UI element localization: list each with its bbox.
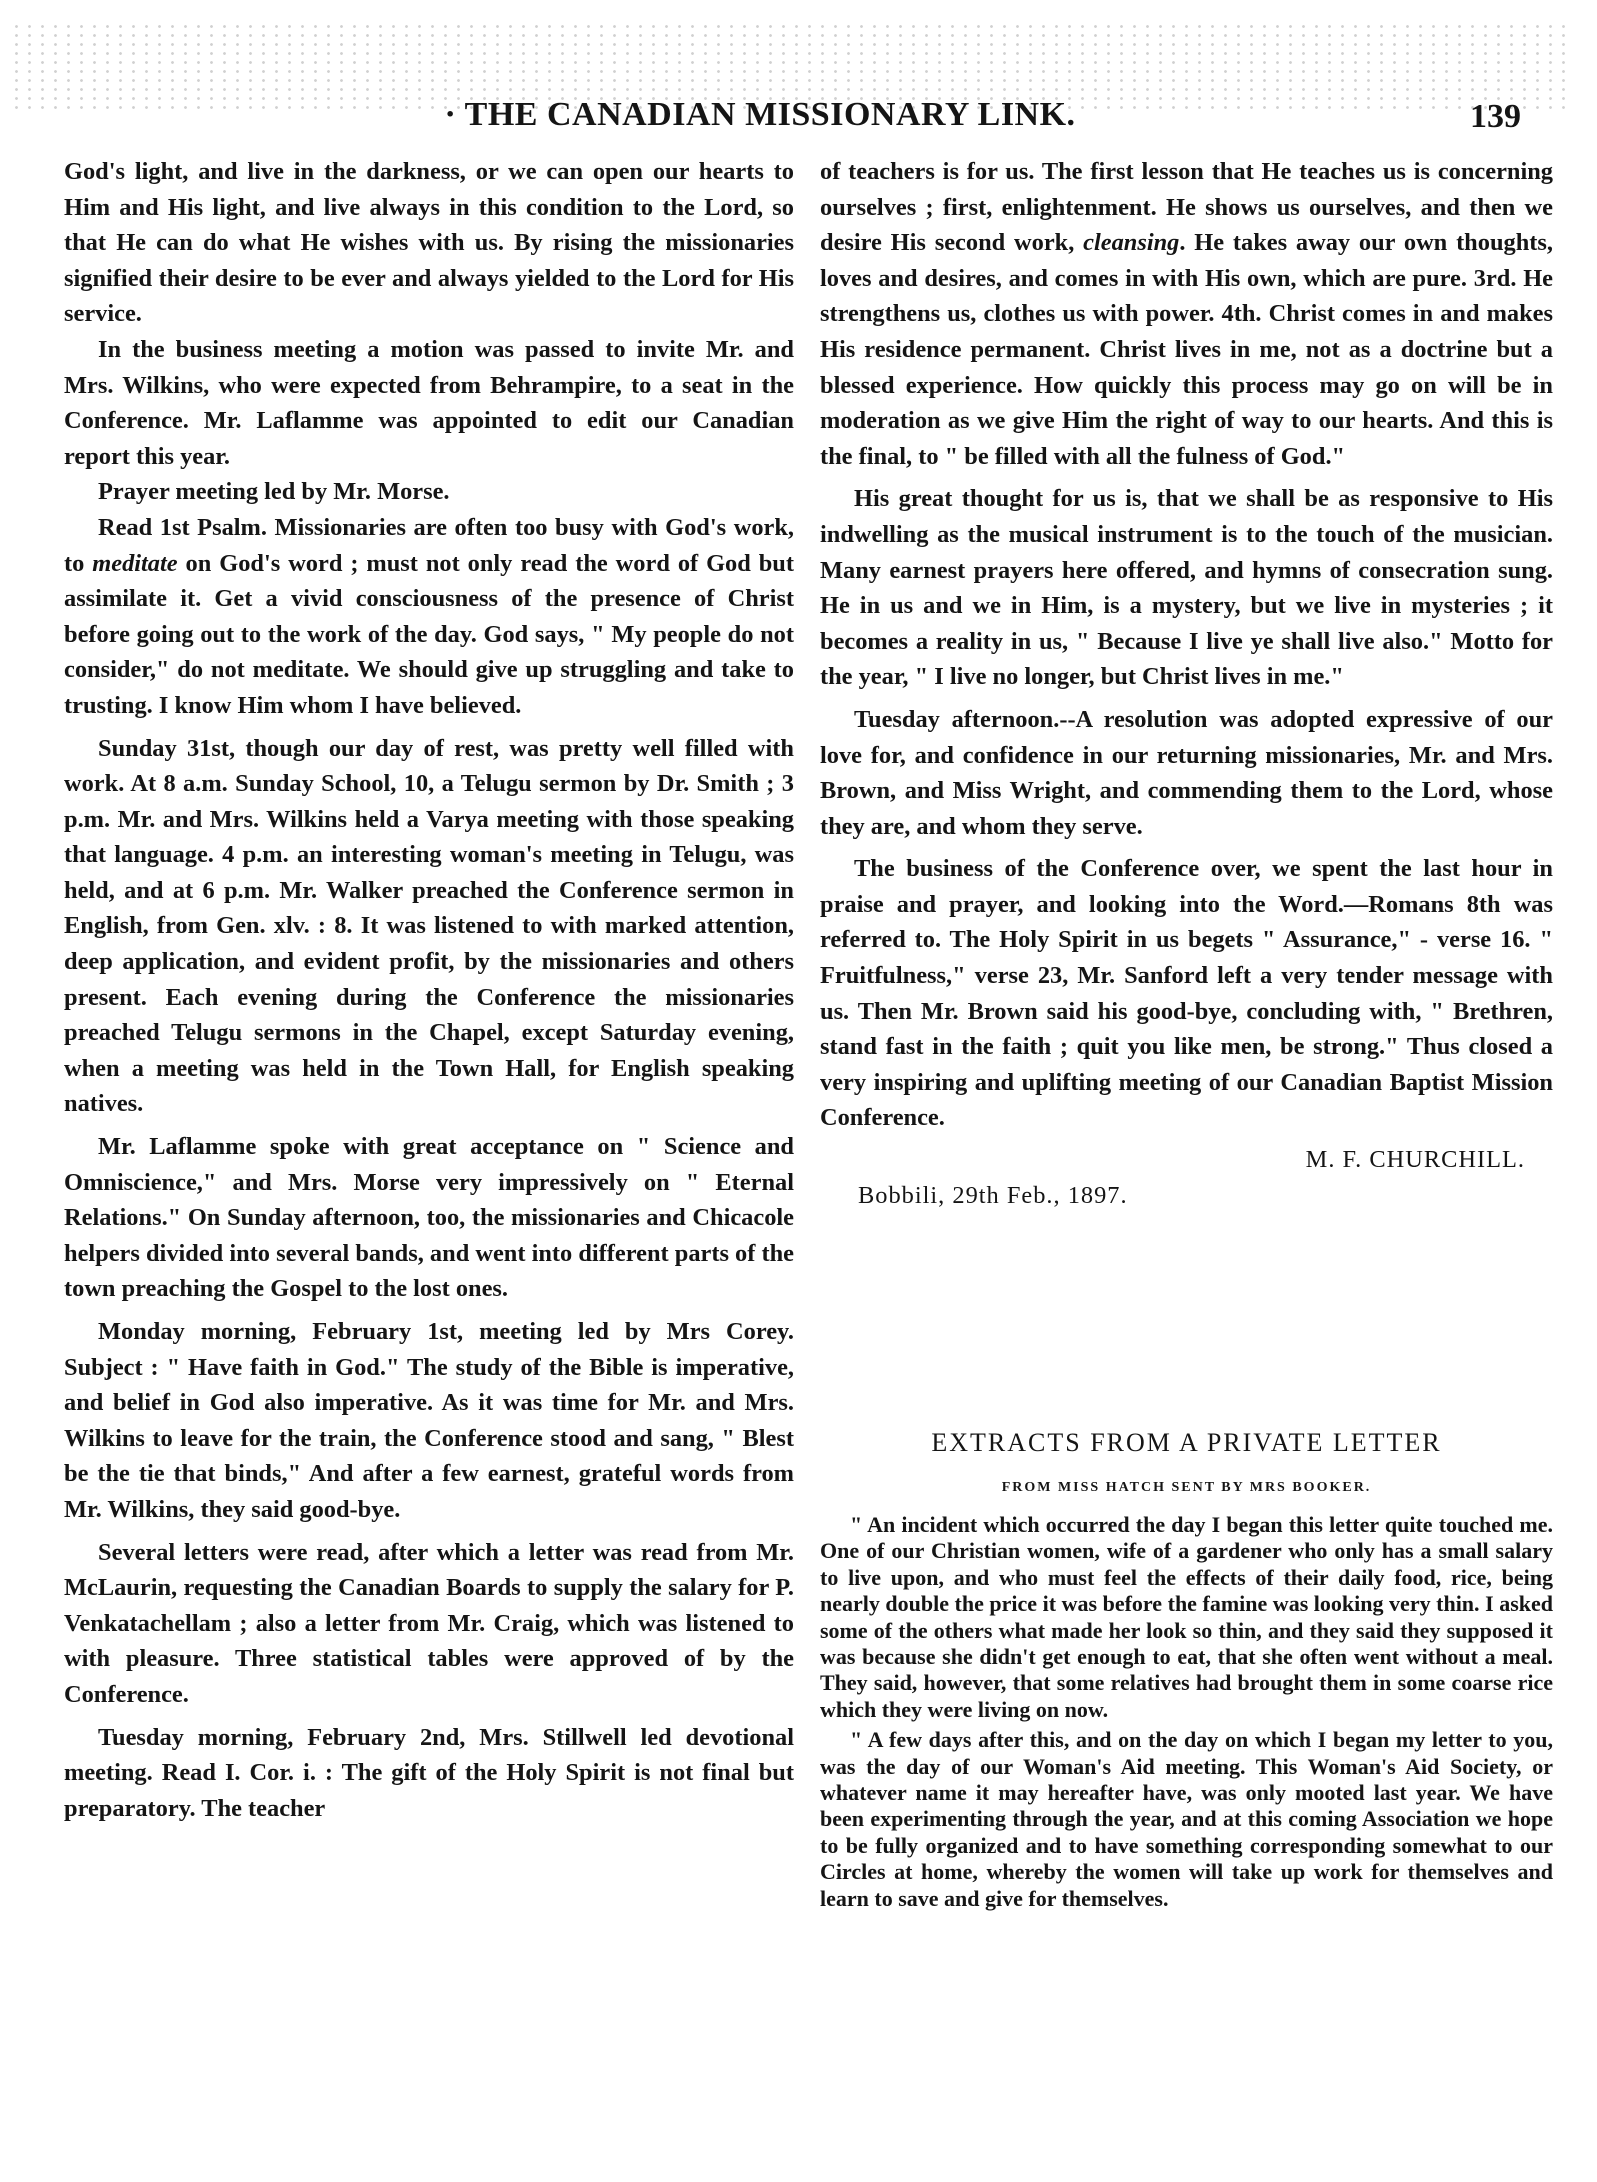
paragraph: Mr. Laflamme spoke with great acceptance on " Science and Omniscience," and Mrs. Morse very impressively on " Eternal Relations." On Sunday afternoon, too, the missionaries and Chicacole helpers divided into several bands, and went into different parts of the town preaching the Gospel to the lost ones. [64, 1133, 794, 1303]
right-column [820, 154, 1553, 1213]
paragraph: " A few days after this, and on the day on which I began my letter to you, was the day of our Woman's Aid meeting. This Woman's Aid Society, or whatever name it may hereafter have, was only mooted last year. We have been experimenting through the year, and at this coming Association we hope to be fully organized and to have something corresponding somewhat to our Circles at home, whereby the women will take up work for themselves and learn to save and give for themselves. [820, 1727, 1553, 1911]
paragraph: The business of the Conference over, we spent the last hour in praise and prayer, and looking into the Word.—Romans 8th was referred to. The Holy Spirit in us begets " Assurance," - verse 16. " Fruitfulness," verse 23, Mr. Sanford left a very tender message with us. Then Mr. Brown said his good-bye, concluding with, " Brethren, stand fast in the faith ; quit you like men, be strong." Thus closed a very inspiring and uplifting meeting of our Canadian Baptist Mission Conference. [820, 855, 1553, 1132]
section-title: EXTRACTS FROM A PRIVATE LETTER [931, 1428, 1442, 1457]
text-run: of teachers is for us. The first lesson that He teaches us is concerning ourselves ; first, enlightenment. He shows us ourselves, and then we desire His second work, [820, 158, 1553, 257]
left-column [64, 154, 794, 1826]
running-title: · THE CANADIAN MISSIONARY LINK. [444, 96, 1076, 133]
signature: M. F. CHURCHILL. [1305, 1146, 1525, 1174]
paragraph: God's light, and live in the darkness, or we can open our hearts to Him and His light, and live always in this condition to the Lord, so that He can do what He wishes with us. By rising the missionaries signified their desire to be ever and always yielded to the Lord for His service. [64, 158, 794, 328]
paragraph [64, 510, 794, 724]
text-run: Read 1st Psalm. Missionaries are often too busy with God's work, to [64, 513, 794, 577]
text-run: on God's word ; must not only read the word of God but assimilate it. Get a vivid consciousness of the presence of Christ before going out to the work of the day. God says, " My people do not consider," do not meditate. We should give up struggling and take to trusting. I know Him whom I have believed. [64, 549, 794, 719]
page-number: 139 [1470, 98, 1521, 135]
text-run: . He takes away our own thoughts, loves and desires, and comes in with His own, which are pure. 3rd. He strengthens us, clothes us with power. 4th. Christ comes in and makes His residence permanent. Christ lives in me, not as a doctrine but a blessed experience. How quickly this process may go on will be in moderation as we give Him the right of way to our hearts. And this is the final, to " be filled with all the fulness of God." [820, 229, 1553, 470]
paragraph: Tuesday morning, February 2nd, Mrs. Stillwell led devotional meeting. Read I. Cor. i. : The gift of the Holy Spirit is not final but preparatory. The teacher [64, 1723, 794, 1822]
paragraph [820, 154, 1553, 474]
paragraph: " An incident which occurred the day I began this letter quite touched me. One of our Christian women, wife of a gardener who only has a small salary to live upon, and who must feel the effects of their daily food, rice, being nearly double the price it was before the famine was looking very thin. I asked some of the others what made her look so thin, and they said they supposed it was because she didn't get enough to eat, that she often went without a meal. They said, however, that some relatives had brought them in some coarse rice which they were living on now. [820, 1512, 1553, 1722]
paragraph: Prayer meeting led by Mr. Morse. [98, 478, 450, 506]
paragraph: In the business meeting a motion was passed to invite Mr. and Mrs. Wilkins, who were expected from Behrampire, to a seat in the Conference. Mr. Laflamme was appointed to edit our Canadian report this year. [64, 335, 794, 470]
place-date: Bobbili, 29th Feb., 1897. [858, 1181, 1128, 1209]
emphasis: cleansing [1083, 229, 1180, 257]
section-subtitle: FROM MISS HATCH SENT BY MRS BOOKER. [1001, 1480, 1372, 1495]
paragraph: Sunday 31st, though our day of rest, was pretty well filled with work. At 8 a.m. Sunday School, 10, a Telugu sermon by Dr. Smith ; 3 p.m. Mr. and Mrs. Wilkins held a Varya meeting with those speaking that language. 4 p.m. an interesting woman's meeting in Telugu, was held, and at 6 p.m. Mr. Walker preached the Conference sermon in English, from Gen. xlv. : 8. It was listened to with marked attention, deep application, and evident profit, by the missionaries and others present. Each evening during the Conference the missionaries preached Telugu sermons in the Chapel, except Saturday evening, when a meeting was held in the Town Hall, for English speaking natives. [64, 734, 794, 1118]
paragraph: His great thought for us is, that we shall be as responsive to His indwelling as the musical instrument is to the touch of the musician. Many earnest prayers here offered, and hymns of consecration sung. He in us and we in Him, is a mystery, but we live in mysteries ; it becomes a reality in us, " Because I live ye shall live also." Motto for the year, " I live no longer, but Christ lives in me." [820, 485, 1553, 691]
paragraph: Several letters were read, after which a letter was read from Mr. McLaurin, requesting the Canadian Boards to supply the salary for P. Venkatachellam ; also a letter from Mr. Craig, which was listened to with pleasure. Three statistical tables were approved of by the Conference. [64, 1538, 794, 1708]
paragraph: Tuesday afternoon.--A resolution was adopted expressive of our love for, and confidence in our returning missionaries, Mr. and Mrs. Brown, and Miss Wright, and commending them to the Lord, whose they are, and whom they serve. [820, 705, 1553, 840]
emphasis: meditate [92, 549, 178, 577]
paragraph: Monday morning, February 1st, meeting led by Mrs Corey. Subject : " Have faith in God." The study of the Bible is imperative, and belief in God also imperative. As it was time for Mr. and Mrs. Wilkins to leave for the train, the Conference stood and sang, " Blest be the tie that binds," And after a few earnest, grateful words from Mr. Wilkins, they said good-bye. [64, 1318, 794, 1523]
letter-text [820, 1512, 1553, 1912]
